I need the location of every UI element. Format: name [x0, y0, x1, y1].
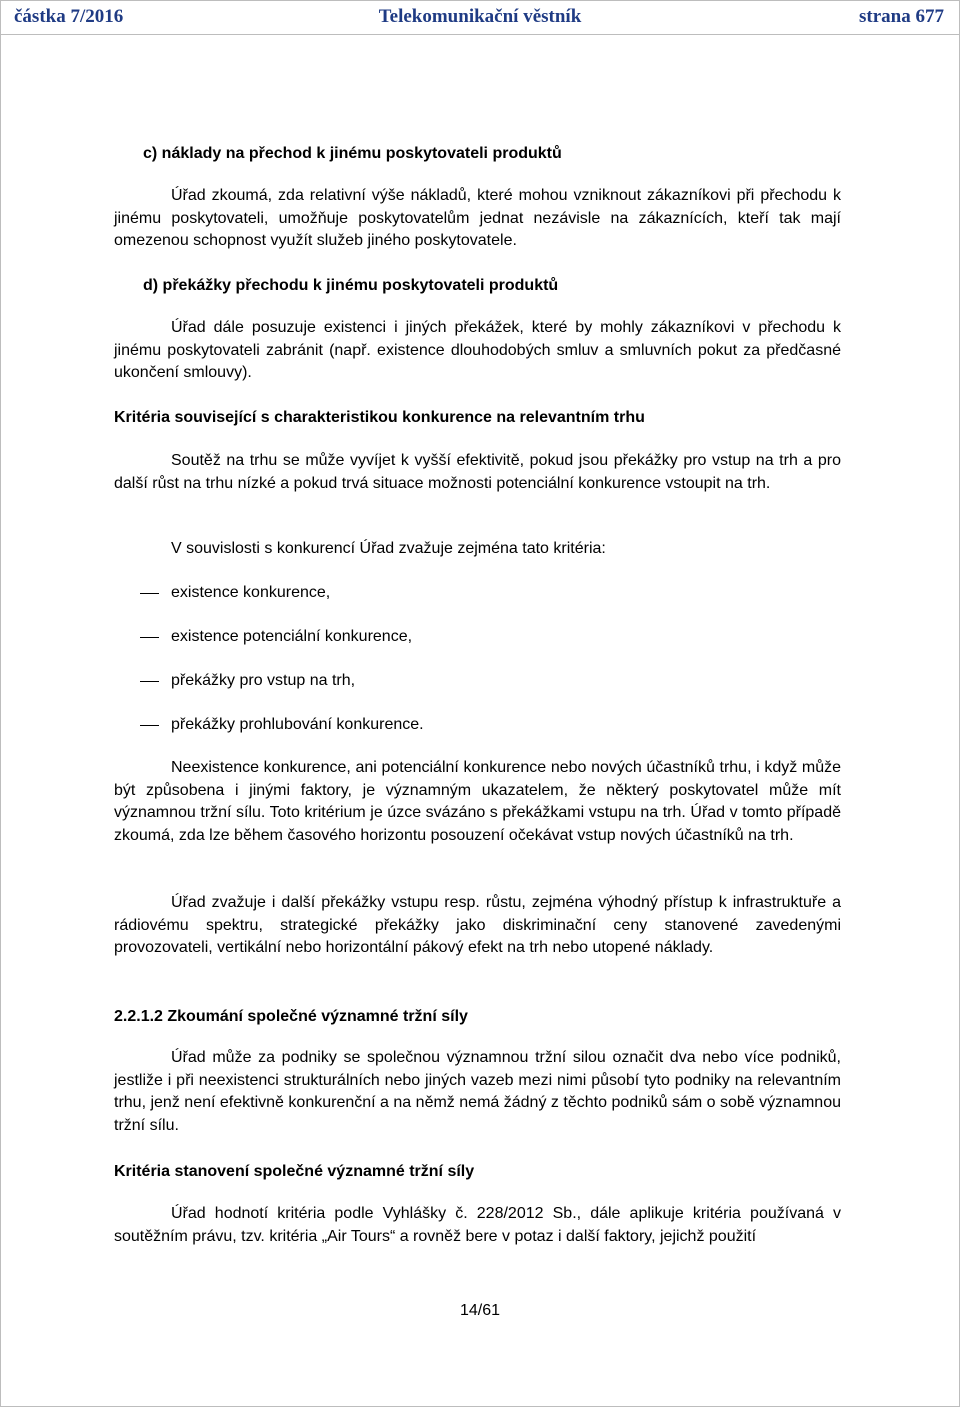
page-label: strana 677: [859, 6, 944, 27]
paragraph-nonexistence: Neexistence konkurence, ani potenciální konkurence nebo nových účastníků trhu, i když může být způsobena i jinými faktory, je významným ukazatelem, že některý poskytovatel může mít významnou tržní sílu. Toto kritérium je úzce svázáno s překážkami vstupu na trh. Úřad v tomto případě zkoumá, zda lze během časového horizontu posouzení očekávat vstup nových účastníků na trh.: [114, 759, 841, 844]
heading-joint-criteria: Kritéria stanovení společné významné tržní síly: [114, 1163, 475, 1180]
page-header: [0, 0, 960, 35]
dash-bullet-icon: [140, 725, 159, 726]
dash-bullet-icon: [140, 681, 159, 682]
heading-competition-criteria: Kritéria související s charakteristikou konkurence na relevantním trhu: [114, 409, 645, 426]
dash-bullet-icon: [140, 593, 159, 594]
paragraph-joint-dominance: Úřad může za podniky se společnou významnou tržní silou označit dva nebo více podniků, jestliže i při neexistenci strukturálních nebo jiných vazeb mezi nimi působí tyto podniky na relevantním trhu, jenž není efektivně konkurenční a na němž nemá žádný z těchto podniků sám o sobě významnou tržní sílu.: [114, 1049, 841, 1134]
page-number: 14/61: [459, 1302, 501, 1319]
heading-c: c) náklady na přechod k jinému poskytovateli produktů: [143, 145, 562, 162]
paragraph-c: Úřad zkoumá, zda relativní výše nákladů, které mohou vzniknout zákazníkovi při přechodu k jinému poskytovateli, umožňuje poskytovatelům jednat nezávisle na zákaznících, kteří tak mají omezenou schopnost využít služeb jiného poskytovatele.: [114, 187, 841, 249]
paragraph-last: Úřad hodnotí kritéria podle Vyhlášky č. 228/2012 Sb., dále aplikuje kritéria používaná v soutěžním právu, tzv. kritéria „Air Tours“ a rovněž bere v potaz i další faktory, jejichž použití: [114, 1205, 841, 1245]
heading-d: d) překážky přechodu k jinému poskytovateli produktů: [143, 277, 559, 294]
issue-number: částka 7/2016: [14, 6, 124, 27]
paragraph-d: Úřad dále posuzuje existenci i jiných překážek, které by mohly zákazníkovi v přechodu k jinému poskytovateli zabránit (např. existence dlouhodobých smluv a smluvních pokut za předčasné ukončení smlouvy).: [114, 319, 841, 381]
paragraph-barriers: Úřad zvažuje i další překážky vstupu resp. růstu, zejména výhodný přístup k infrastruktuře a rádiovému spektru, strategické překážky jako diskriminační ceny stanovené zavedenými provozovateli, vertikální nebo horizontální pákový efekt na trh nebo utopené náklady.: [114, 894, 841, 956]
dash-bullet-icon: [140, 637, 159, 638]
paragraph-competition: Soutěž na trhu se může vyvíjet k vyšší efektivitě, pokud jsou překážky pro vstup na trh a pro další růst na trhu nízké a pokud trvá situace možnosti potenciální konkurence vstoupit na trh.: [114, 452, 841, 492]
heading-2-2-1-2: 2.2.1.2 Zkoumání společné významné tržní síly: [114, 1008, 468, 1025]
paragraph-criteria-intro: V souvislosti s konkurencí Úřad zvažuje zejména tato kritéria:: [171, 540, 606, 557]
journal-title: Telekomunikační věstník: [378, 6, 582, 27]
